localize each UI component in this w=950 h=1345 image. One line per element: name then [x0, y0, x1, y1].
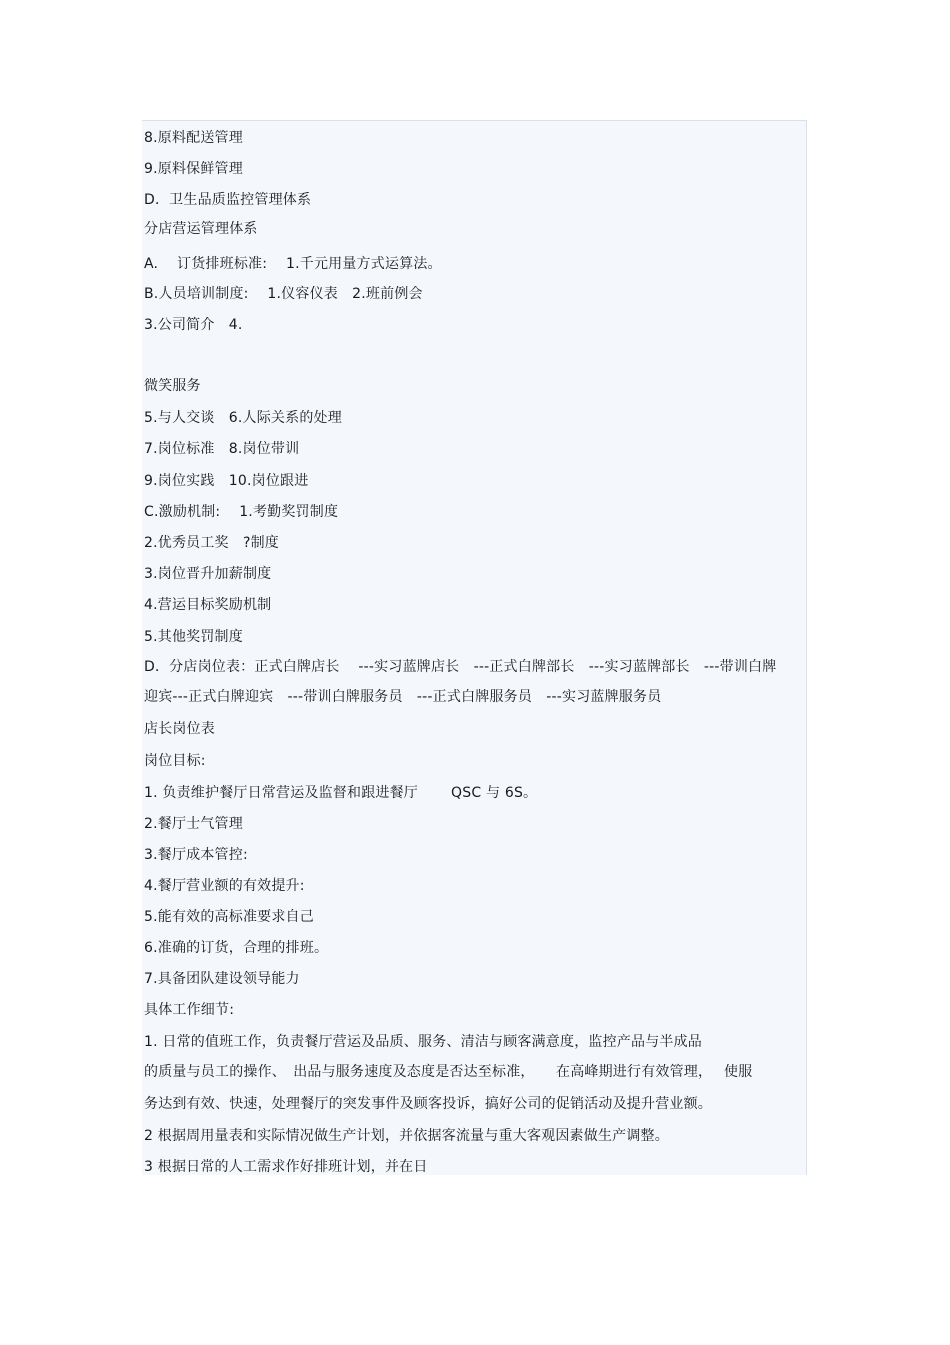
- text-line: 分店营运管理体系: [144, 221, 258, 237]
- text-line: A. 订货排班标准: 1.千元用量方式运算法。: [144, 256, 442, 272]
- text-line: 4.餐厅营业额的有效提升:: [144, 878, 305, 894]
- text-line: 3 根据日常的人工需求作好排班计划，并在日: [144, 1159, 428, 1175]
- text-line: D．分店岗位表：正式白牌店长 ---实习蓝牌店长 ---正式白牌部长 ---实习蓝牌部长 ---带训白牌: [144, 659, 777, 675]
- text-line: 3.岗位晋升加薪制度: [144, 566, 272, 582]
- text-line: 5.其他奖罚制度: [144, 629, 243, 645]
- text-line: 岗位目标:: [144, 753, 206, 769]
- text-line: 8.原料配送管理: [144, 130, 243, 146]
- text-line: 7.岗位标准 8.岗位带训: [144, 441, 300, 457]
- text-line: 具体工作细节:: [144, 1002, 235, 1018]
- text-line: 1. 日常的值班工作，负责餐厅营运及品质、服务、清洁与顾客满意度，监控产品与半成品: [144, 1034, 703, 1050]
- text-line: 3.公司简介 4.: [144, 317, 243, 333]
- text-line: 5.能有效的高标准要求自己: [144, 909, 314, 925]
- text-line: 的质量与员工的操作、 出品与服务速度及态度是否达至标准， 在高峰期进行有效管理， 使服: [144, 1064, 753, 1080]
- text-line: 7.具备团队建设领导能力: [144, 971, 300, 987]
- text-line: 迎宾---正式白牌迎宾 ---带训白牌服务员 ---正式白牌服务员 ---实习蓝牌服务员: [144, 689, 662, 705]
- text-line: 务达到有效、快速，处理餐厅的突发事件及顾客投诉，搞好公司的促销活动及提升营业额。: [144, 1096, 712, 1112]
- text-line: 3.餐厅成本管控:: [144, 847, 248, 863]
- text-line: 5.与人交谈 6.人际关系的处理: [144, 410, 342, 426]
- text-line: 9.岗位实践 10.岗位跟进: [144, 473, 309, 489]
- text-line: 2 根据周用量表和实际情况做生产计划，并依据客流量与重大客观因素做生产调整。: [144, 1128, 669, 1144]
- text-line: 1. 负责维护餐厅日常营运及监督和跟进餐厅 QSC 与 6S。: [144, 785, 538, 801]
- document-page: [142, 120, 807, 1175]
- text-line: 6.准确的订货，合理的排班。: [144, 940, 329, 956]
- text-line: B.人员培训制度: 1.仪容仪表 2.班前例会: [144, 286, 423, 302]
- text-line: 2.餐厅士气管理: [144, 816, 243, 832]
- text-line: C.激励机制: 1.考勤奖罚制度: [144, 504, 339, 520]
- text-line: 4.营运目标奖励机制: [144, 597, 272, 613]
- text-line: 9.原料保鲜管理: [144, 161, 243, 177]
- text-line: 2.优秀员工奖 ?制度: [144, 535, 279, 551]
- text-line: 店长岗位表: [144, 721, 215, 737]
- text-line: 微笑服务: [144, 378, 201, 394]
- text-line: D．卫生品质监控管理体系: [144, 192, 312, 208]
